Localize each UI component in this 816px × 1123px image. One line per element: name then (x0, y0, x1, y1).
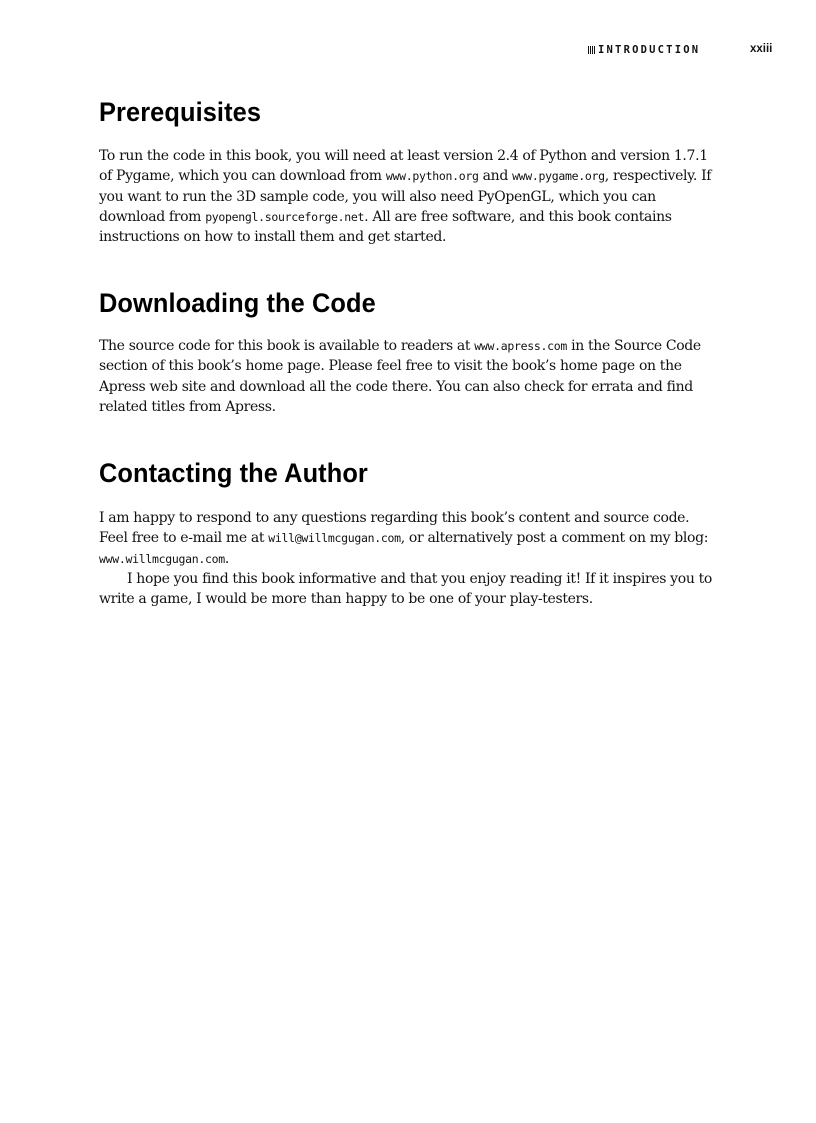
author-blog-url: www.willmcgugan.com (99, 551, 225, 566)
download-text-2: in the Source Code section of this book’s home page. Please feel free to visit the book’s home page on the Apress web site and download all the code there. You can also check for errata and find related titles from Apress. (99, 338, 701, 415)
contact-text-3: . (224, 550, 229, 567)
download-text-1: The source code for this book is available to readers at (99, 338, 475, 354)
heading-downloading-code: Downloading the Code (99, 288, 376, 318)
contact-closing-paragraph: I hope you find this book informative and that you enjoy reading it! If it inspires you to write a game, I would be more than happy to be one of your play-testers. (99, 570, 712, 608)
paragraph-downloading-code (99, 336, 719, 417)
paragraph-prerequisites (99, 146, 719, 247)
pygame-url: www.pygame.org (512, 169, 605, 184)
heading-contacting-author: Contacting the Author (99, 458, 368, 488)
paragraph-contacting-author (99, 508, 719, 609)
running-head-text: INTRODUCTION (598, 44, 701, 56)
prereq-text-2: and (478, 168, 513, 185)
prereq-text-3: , respectively. If you want to run the 3D sample code, you will also need PyOpenGL, which you can download from (99, 168, 712, 225)
contact-text-2: , or alternatively post a comment on my blog: (400, 530, 709, 547)
prereq-text-1: To run the code in this book, you will need at least version 2.4 of Python and version 1.7.1 of Pygame, which you can download from (99, 148, 708, 185)
apress-url: www.apress.com (474, 339, 568, 353)
author-email: will@willmcgugan.com (268, 531, 401, 546)
running-head (588, 44, 700, 56)
prereq-text-4: . All are free software, and this book contains instructions on how to install them and get started. (99, 208, 672, 246)
contact-text-1: I am happy to respond to any questions regarding this book’s content and source code. Feel free to e-mail me at (99, 510, 690, 547)
heading-prerequisites: Prerequisites (99, 97, 262, 127)
python-url: www.python.org (385, 169, 479, 184)
section-marker-icon (588, 46, 596, 54)
page-number: xxiii (750, 43, 773, 55)
pyopengl-url: pyopengl.sourceforge.net (205, 209, 365, 224)
